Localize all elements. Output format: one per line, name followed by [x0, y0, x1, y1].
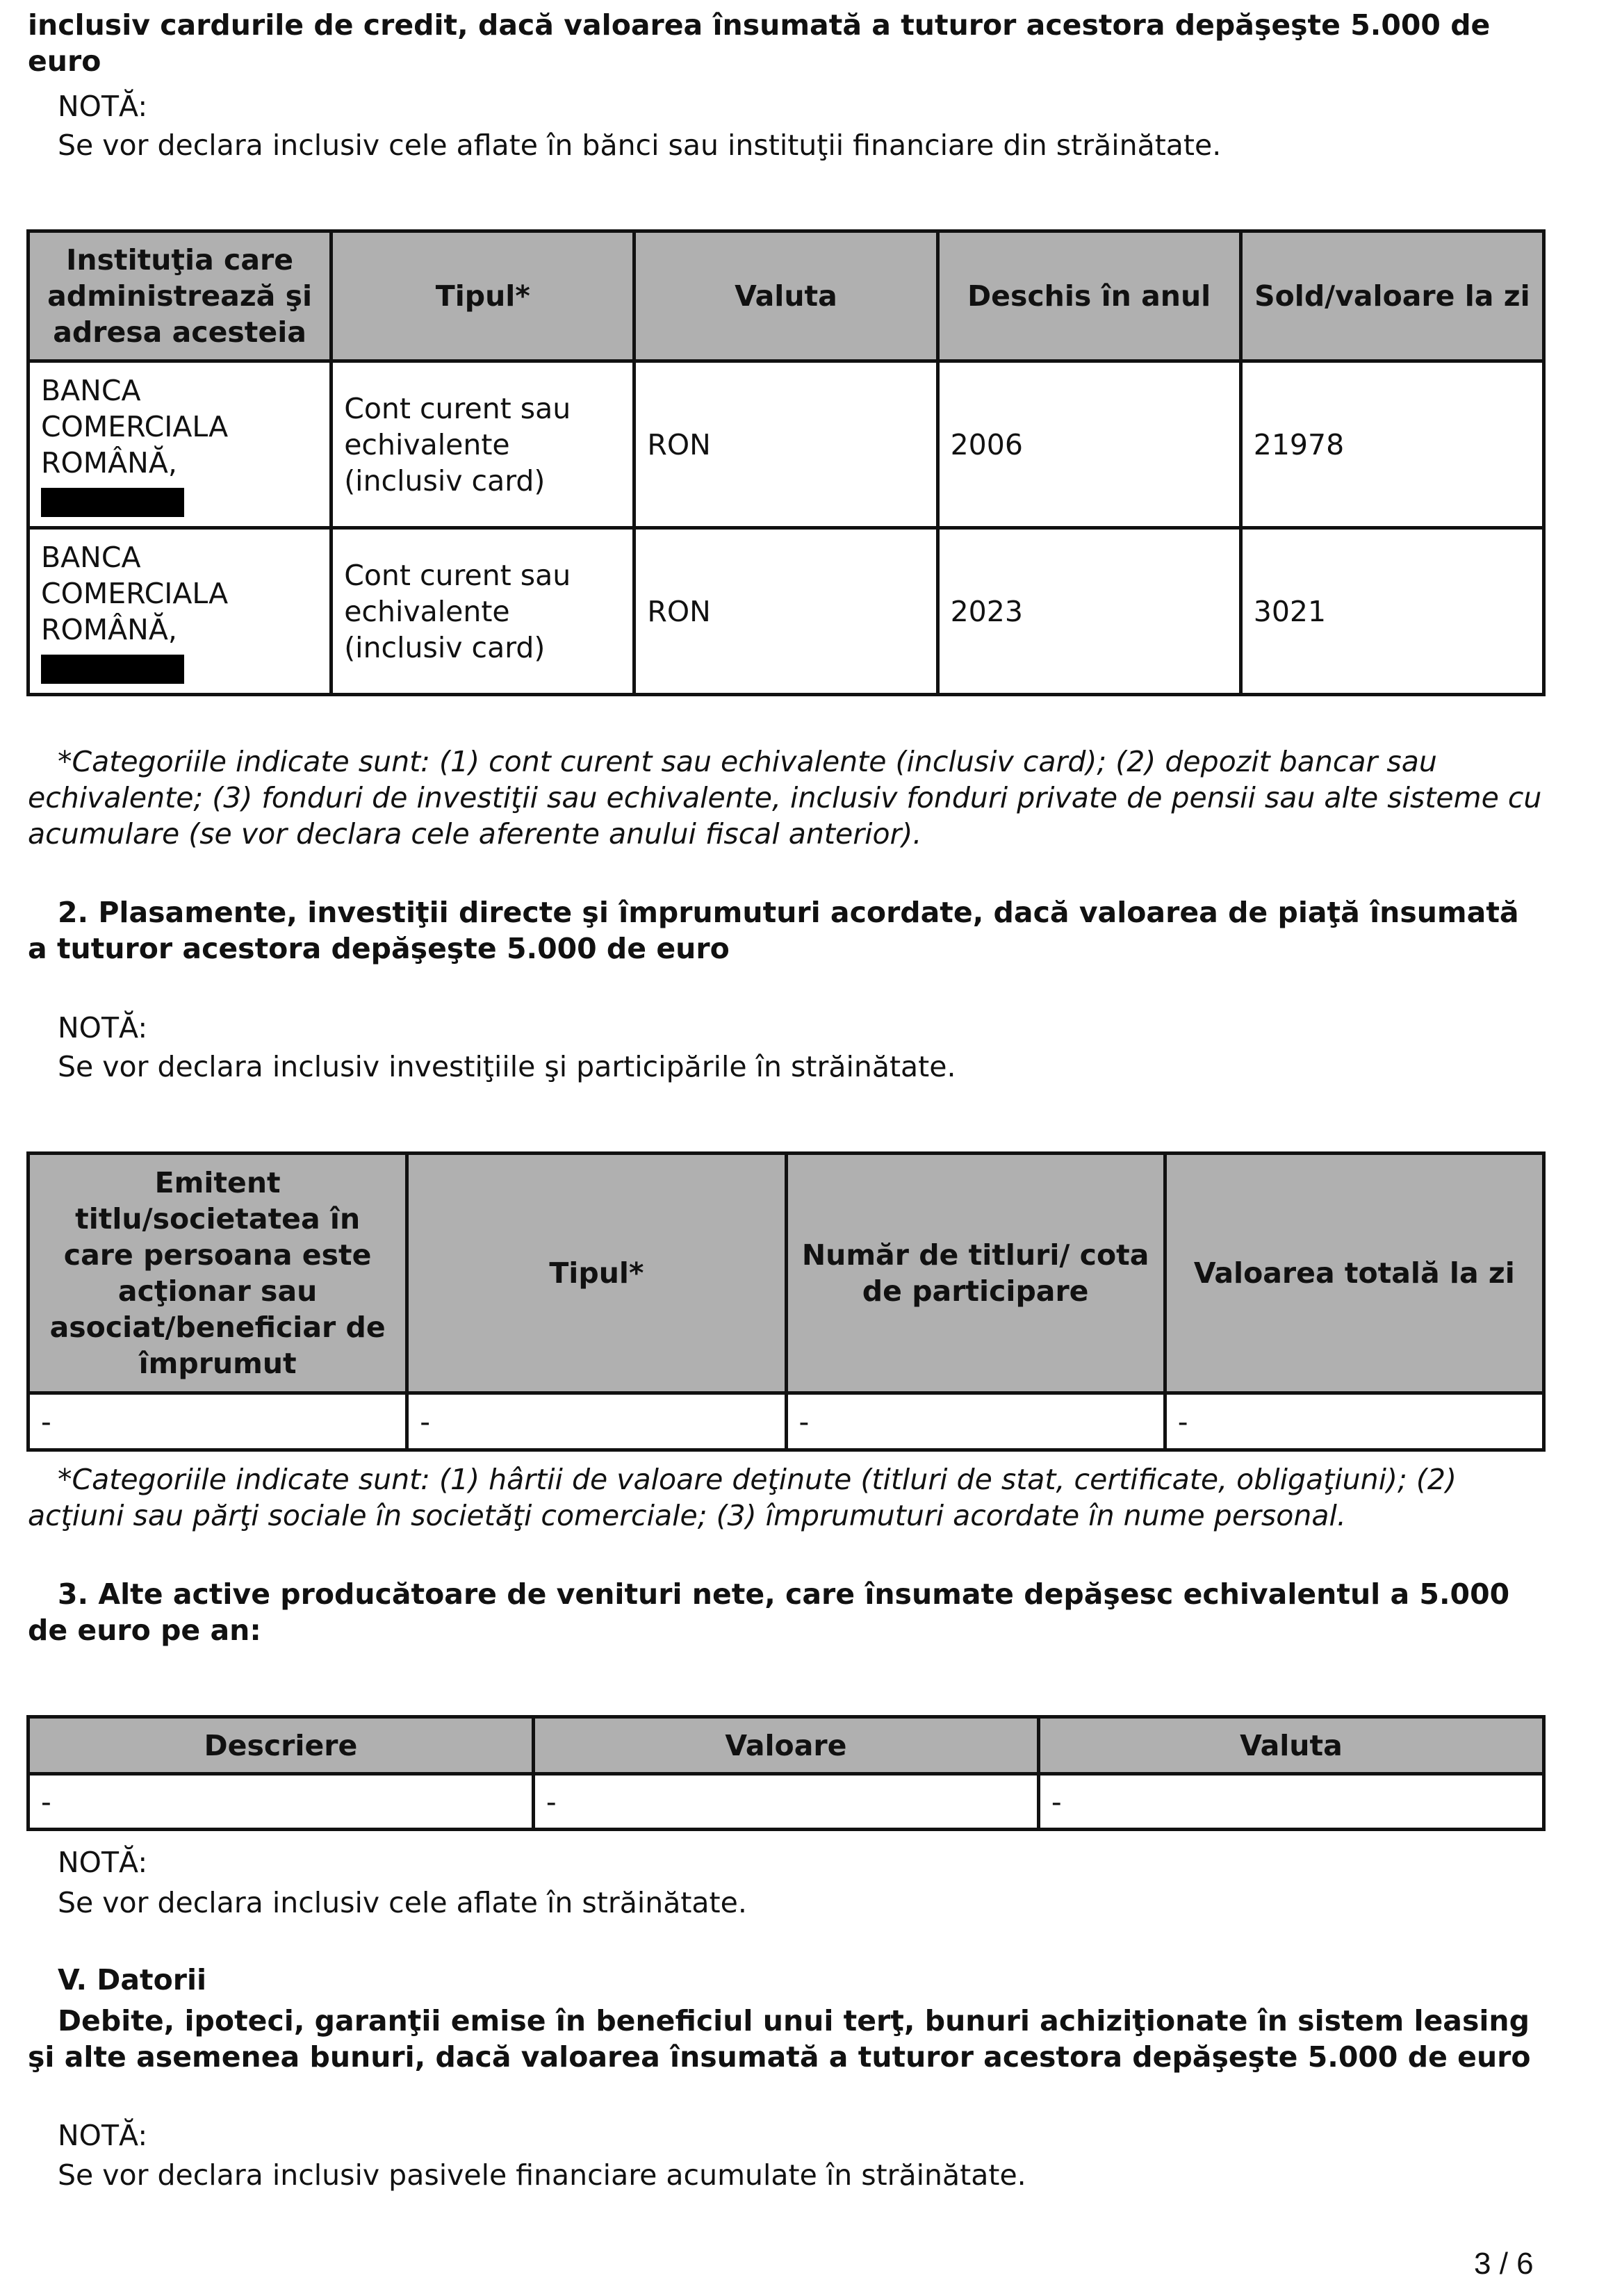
table-row — [28, 1774, 1544, 1830]
footnote-categories-1: *Categoriile indicate sunt: (1) cont curent sau echivalente (inclusiv card); (2) depozit bancar sau echivalente; (3) fonduri de investiţii sau echivalente, inclusiv fonduri private de pensii sau alte sisteme cu acumulare (se vor declara cele aferente anului fiscal anterior). — [28, 745, 1542, 851]
section-5-title: V. Datorii — [58, 1963, 207, 1996]
institution-name: BANCA COMERCIALA ROMÂNĂ, — [41, 373, 229, 479]
column-header-issuer: Emitent titlu/societatea în care persoana este acţionar sau asociat/beneficiar de împrumut — [28, 1154, 407, 1393]
year-cell: 2023 — [937, 528, 1240, 695]
section-2-title: 2. Plasamente, investiţii directe şi împrumuturi acordate, dacă valoarea de piaţă însumată a tuturor acestora depăşeşte 5.000 de euro — [28, 896, 1519, 965]
column-header-type: Tipul* — [407, 1154, 786, 1393]
table-header-row — [28, 231, 1544, 361]
note-text: Se vor declara inclusiv investiţiile şi participările în străinătate. — [58, 1050, 956, 1083]
value-cell: - — [533, 1774, 1038, 1830]
redacted-address-block — [41, 488, 184, 517]
institution-name: BANCA COMERCIALA ROMÂNĂ, — [41, 540, 229, 646]
table-header-row — [28, 1154, 1544, 1393]
balance-cell: 21978 — [1240, 361, 1543, 528]
bank-accounts-table — [26, 229, 1546, 696]
column-header-balance: Sold/valoare la zi — [1240, 231, 1543, 361]
currency-cell: RON — [634, 361, 937, 528]
note-label: NOTĂ: — [58, 1846, 148, 1879]
column-header-year: Deschis în anul — [937, 231, 1240, 361]
footnote-categories-2: *Categoriile indicate sunt: (1) hârtii de valoare deţinute (titluri de stat, certificate, obligaţiuni); (2) acţiuni sau părţi sociale în societăţi comerciale; (3) împrumuturi acordate în nume personal. — [28, 1463, 1457, 1532]
note-label: NOTĂ: — [58, 1011, 148, 1044]
table-row — [28, 361, 1544, 528]
column-header-currency: Valuta — [1038, 1717, 1543, 1774]
column-header-total-value: Valoarea totală la zi — [1165, 1154, 1543, 1393]
balance-cell: 3021 — [1240, 528, 1543, 695]
table-row — [28, 528, 1544, 695]
type-cell: - — [407, 1393, 786, 1450]
note-label: NOTĂ: — [58, 90, 148, 123]
institution-cell — [28, 528, 331, 695]
section-5-text: Debite, ipoteci, garanţii emise în beneficiul unui terţ, bunuri achiziţionate în sistem leasing şi alte asemenea bunuri, dacă valoarea însumată a tuturor acestora depăşeşte 5.000 de euro — [28, 2004, 1531, 2074]
column-header-institution: Instituţia care administrează şi adresa acesteia — [28, 231, 331, 361]
note-label: NOTĂ: — [58, 2119, 148, 2152]
type-cell: Cont curent sau echivalente (inclusiv card) — [331, 361, 634, 528]
currency-cell: - — [1038, 1774, 1543, 1830]
description-cell: - — [28, 1774, 534, 1830]
note-text: Se vor declara inclusiv cele aflate în bănci sau instituţii financiare din străinătate. — [58, 129, 1222, 162]
redacted-address-block — [41, 655, 184, 684]
note-text: Se vor declara inclusiv cele aflate în străinătate. — [58, 1886, 747, 1919]
intro-line: inclusiv cardurile de credit, dacă valoarea însumată a tuturor acestora depăşeşte 5.000 de euro — [28, 8, 1491, 78]
section-3-title: 3. Alte active producătoare de venituri nete, care însumate depăşesc echivalentul a 5.000 de euro pe an: — [28, 1577, 1510, 1647]
securities-count-cell: - — [786, 1393, 1165, 1450]
page-number: 3 / 6 — [1474, 2247, 1534, 2281]
column-header-description: Descriere — [28, 1717, 534, 1774]
table-row — [28, 1393, 1544, 1450]
column-header-securities-count: Număr de titluri/ cota de participare — [786, 1154, 1165, 1393]
institution-cell — [28, 361, 331, 528]
column-header-currency: Valuta — [634, 231, 937, 361]
other-assets-table — [26, 1715, 1546, 1831]
column-header-type: Tipul* — [331, 231, 634, 361]
type-cell: Cont curent sau echivalente (inclusiv card) — [331, 528, 634, 695]
year-cell: 2006 — [937, 361, 1240, 528]
table-header-row — [28, 1717, 1544, 1774]
currency-cell: RON — [634, 528, 937, 695]
column-header-value: Valoare — [533, 1717, 1038, 1774]
note-text: Se vor declara inclusiv pasivele financiare acumulate în străinătate. — [58, 2158, 1026, 2192]
issuer-cell: - — [28, 1393, 407, 1450]
total-value-cell: - — [1165, 1393, 1543, 1450]
investments-table — [26, 1151, 1546, 1452]
